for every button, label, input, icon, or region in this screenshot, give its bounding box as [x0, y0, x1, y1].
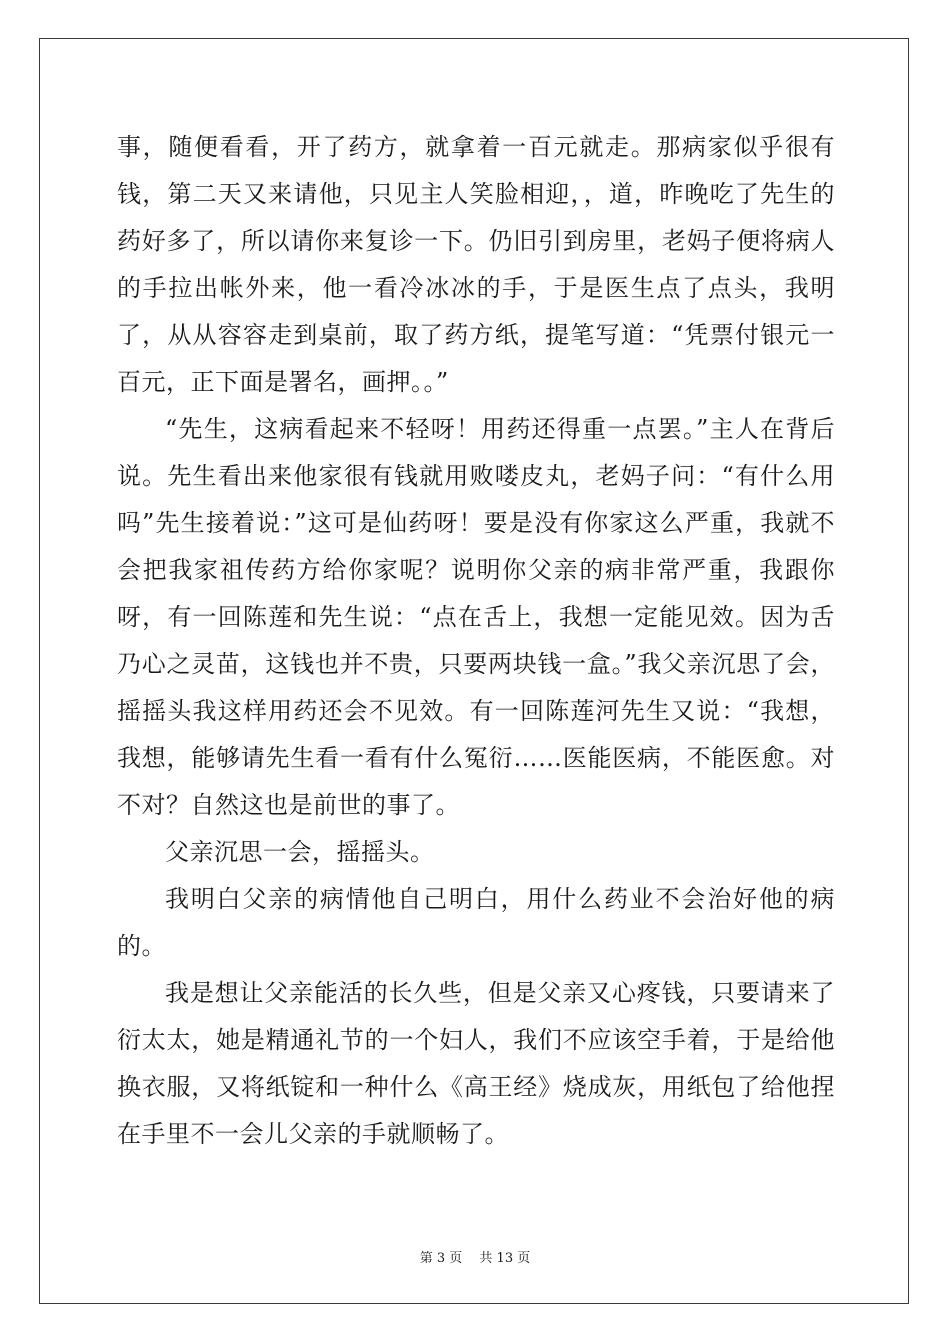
paragraph-4: 我明白父亲的病情他自己明白，用什么药业不会治好他的病的。	[117, 885, 835, 960]
paragraph-1: 事，随便看看，开了药方，就拿着一百元就走。那病家似乎很有钱，第二天又来请他，只见主人笑脸相迎，，道，昨晚吃了先生的药好多了，所以请你来复诊一下。仍旧引到房里，老妈子便将病人的手拉出帐外来，他一看冷冰冰的手，于是医生点了点头，我明了，从从容容走到桌前，取了药方纸，提笔写道：“凭票付银元一百元，正下面是署名，画押。。”	[117, 133, 835, 396]
page-number-footer: 第 3 页 共 13 页	[419, 1251, 531, 1266]
paragraph-5: 我是想让父亲能活的长久些，但是父亲又心疼钱，只要请来了衍太太，她是精通礼节的一个妇人，我们不应该空手着，于是给他换衣服，又将纸锭和一种什么《高王经》烧成灰，用纸包了给他捏在手里不一会儿父亲的手就顺畅了。	[117, 979, 835, 1148]
paragraph-2: “先生，这病看起来不轻呀！用药还得重一点罢。”主人在背后说。先生看出来他家很有钱就用败喽皮丸，老妈子问：“有什么用吗”先生接着说：”这可是仙药呀！要是没有你家这么严重，我就不会把我家祖传药方给你家呢？说明你父亲的病非常严重，我跟你呀，有一回陈莲和先生说：“点在舌上，我想一定能见效。因为舌乃心之灵苗，这钱也并不贵，只要两块钱一盒。”我父亲沉思了会，摇摇头我这样用药还会不见效。有一回陈莲河先生又说：“我想，我想，能够请先生看一看有什么冤衍……医能医病，不能医愈。对不对？自然这也是前世的事了。	[117, 415, 835, 819]
paragraph-3: 父亲沉思一会，摇摇头。	[165, 838, 435, 866]
document-body	[117, 124, 835, 1158]
